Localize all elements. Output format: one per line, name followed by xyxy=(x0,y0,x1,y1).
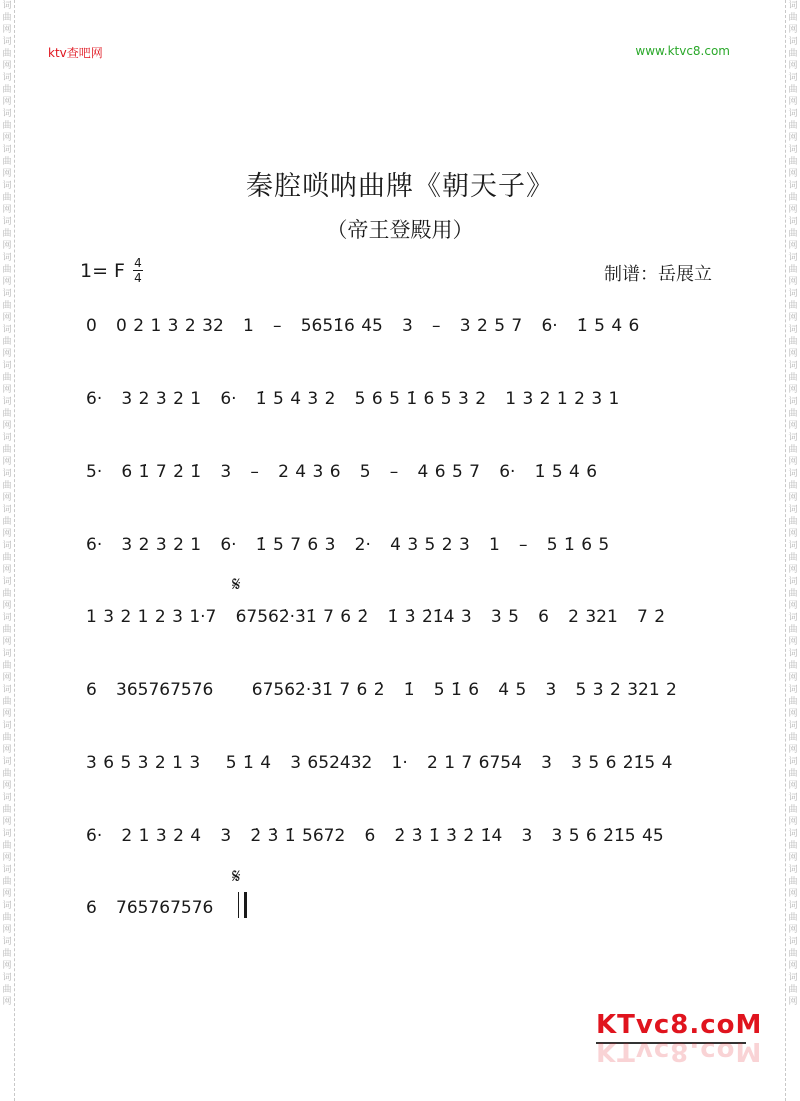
score-subtitle: （帝王登殿用） xyxy=(326,218,474,242)
logo-text: KTvc8.coM xyxy=(596,1010,763,1040)
score-line-4 xyxy=(86,535,726,575)
score-line-5 xyxy=(86,607,726,647)
time-signature-top: 4 xyxy=(134,256,142,270)
left-watermark-column: 词曲网词曲网词曲网词曲网词曲网词曲网词曲网词曲网词曲网词曲网词曲网词曲网词曲网词曲网词曲网词曲网词曲网词曲网词曲网词曲网词曲网词曲网词曲网词曲网词曲网词曲网词曲网词曲网 xyxy=(0,0,15,1101)
score-line-7 xyxy=(86,753,726,793)
score-line-6 xyxy=(86,680,726,720)
score-line-9 xyxy=(86,898,726,938)
score-line-2 xyxy=(86,389,726,429)
score-line-1 xyxy=(86,316,726,356)
site-watermark-left: ktv查吧网 xyxy=(48,46,103,60)
key-label: 1= F xyxy=(80,259,125,282)
score-line-notes: 6 765767576 xyxy=(86,898,214,918)
score-line-notes: 6· 2 1 3 2 4 3 2̇ 3̇ 1̇ 5672 6 2̇ 3̇ 1̇ 3̇ 2̇ 1̇4 3 3 5 6 2̇1̇5 45 xyxy=(86,826,664,846)
logo-reflection: KTvc8.coM xyxy=(596,1036,763,1066)
score-line-8 xyxy=(86,826,726,866)
site-watermark-right: www.ktvc8.com xyxy=(635,44,730,58)
score-line-notes: 1 3 2 1 2 3 1·7 67562̇·3̇1̇ 7 6 2̇ 1̇ 3̇ 2̇1̇4 3 3 5 6 2 321 7 2̇ xyxy=(86,607,666,627)
segno-sign: 𝄋 xyxy=(232,572,241,596)
score-line-notes: 6 365767576 67562̇·3̇1̇ 7 6 2̇ 1̇ 5 1̇ 6 4 5 3 5 3 2 321 2 xyxy=(86,680,677,700)
score-line-notes: 3 6 5 3 2 1 3 5 1̇ 4 3 652432 1· 2 1 7 6754 3 3 5 6 2̇1̇5 4 xyxy=(86,753,673,773)
score-line-3 xyxy=(86,462,726,502)
score-title: 秦腔唢呐曲牌《朝天子》 xyxy=(246,171,554,202)
right-watermark-column: 词曲网词曲网词曲网词曲网词曲网词曲网词曲网词曲网词曲网词曲网词曲网词曲网词曲网词曲网词曲网词曲网词曲网词曲网词曲网词曲网词曲网词曲网词曲网词曲网词曲网词曲网词曲网词曲网 xyxy=(785,0,800,1101)
score-line-notes: 6· 3 2 3 2 1 6· 1̇ 5 4 3 2 5 6 5 1̇ 6 5 3 2 1 3 2 1 2 3 1 xyxy=(86,389,620,409)
ktvc8-logo xyxy=(596,1010,763,1090)
time-signature-bottom: 4 xyxy=(134,271,142,285)
segno-sign-end: 𝄋 xyxy=(232,864,241,888)
final-barline xyxy=(238,892,247,918)
score-line-notes: 6· 3 2 3 2 1 6· 1̇ 5 7 6 3 2· 4 3 5 2 3 1 – 5 1̇ 6 5 xyxy=(86,535,610,555)
score-line-notes: 5· 6 1̇ 7 2̇ 1̇ 3 – 2 4 3 6 5 – 4 6 5 7 6· 1̇ 5 4 6 xyxy=(86,462,598,482)
arranger-credit: 制谱：岳展立 xyxy=(604,264,712,285)
score-line-notes: 0 0 2 1 3 2 32 1 – 5651̇6 45 3 – 3 2 5 7 6· 1̇ 5 4 6 xyxy=(86,316,640,336)
